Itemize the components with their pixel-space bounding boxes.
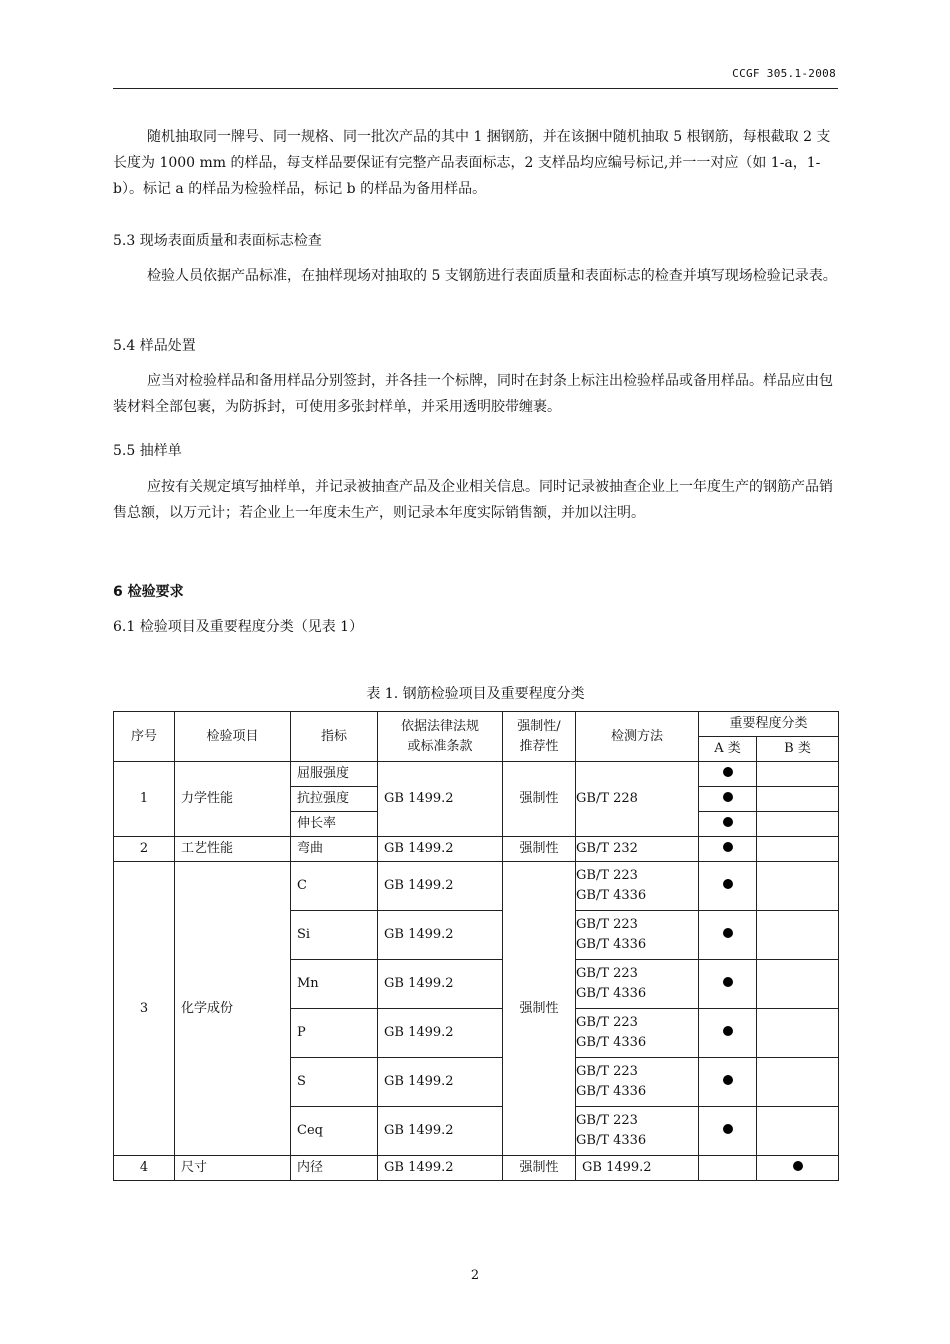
- class-b-cell: [757, 1107, 839, 1156]
- class-b-cell: [757, 911, 839, 960]
- filled-dot-icon: [723, 879, 733, 889]
- basis-cell: GB 1499.2: [378, 837, 503, 862]
- method-cell: [576, 1107, 699, 1156]
- header-mandatory: [503, 712, 576, 762]
- item-cell: 尺寸: [175, 1156, 291, 1181]
- filled-dot-icon: [723, 928, 733, 938]
- class-a-cell: [699, 762, 757, 787]
- mandatory-cell: 强制性: [503, 862, 576, 1156]
- mandatory-cell: 强制性: [503, 837, 576, 862]
- filled-dot-icon: [723, 1124, 733, 1134]
- class-b-cell: [757, 787, 839, 812]
- method-cell: [576, 911, 699, 960]
- class-b-cell: [757, 837, 839, 862]
- class-a-cell: [699, 787, 757, 812]
- table-row: [114, 862, 839, 911]
- basis-cell: GB 1499.2: [378, 911, 503, 960]
- method-line: GB/T 223: [576, 1113, 638, 1128]
- class-b-cell: [757, 1009, 839, 1058]
- paragraph-5-3: 检验人员依据产品标准，在抽样现场对抽取的 5 支钢筋进行表面质量和表面标志的检查并填写现场检验记录表。: [147, 268, 837, 284]
- method-cell: GB 1499.2: [576, 1156, 699, 1181]
- table-row: [114, 1156, 839, 1181]
- header-row: [114, 712, 839, 737]
- header-basis-line1: 依据法律法规: [400, 718, 479, 734]
- method-line: GB/T 4336: [576, 1133, 647, 1148]
- mandatory-cell: 强制性: [503, 1156, 576, 1181]
- class-b-cell: [757, 1156, 839, 1181]
- header-item: 检验项目: [175, 712, 291, 762]
- class-a-cell: [699, 1009, 757, 1058]
- method-cell: GB/T 228: [576, 762, 699, 837]
- basis-cell: GB 1499.2: [378, 862, 503, 911]
- header-importance: 重要程度分类: [699, 712, 839, 737]
- filled-dot-icon: [793, 1161, 803, 1171]
- header-mandatory-line1: 强制性/: [517, 718, 561, 734]
- page-number: 2: [470, 1268, 480, 1283]
- class-b-cell: [757, 1058, 839, 1107]
- method-cell: [576, 960, 699, 1009]
- indicator-cell: Si: [291, 911, 378, 960]
- filled-dot-icon: [723, 1026, 733, 1036]
- indicator-cell: 抗拉强度: [291, 787, 378, 812]
- method-line: GB/T 223: [576, 966, 638, 981]
- header-class-a: A 类: [699, 737, 757, 762]
- basis-cell: GB 1499.2: [378, 960, 503, 1009]
- table-row: [114, 762, 839, 787]
- header-method: 检测方法: [576, 712, 699, 762]
- method-cell: [576, 862, 699, 911]
- class-a-cell: [699, 812, 757, 837]
- class-a-cell: [699, 1107, 757, 1156]
- method-cell: GB/T 232: [576, 837, 699, 862]
- header-basis: [378, 712, 503, 762]
- heading-5-3: 5.3 现场表面质量和表面标志检查: [113, 233, 322, 249]
- class-a-cell: [699, 837, 757, 862]
- header-mandatory-line2: 推荐性: [519, 738, 559, 754]
- method-line: GB/T 4336: [576, 986, 647, 1001]
- header-indicator: 指标: [291, 712, 378, 762]
- heading-6-1: 6.1 检验项目及重要程度分类（见表 1）: [113, 619, 364, 635]
- basis-cell: GB 1499.2: [378, 762, 503, 837]
- method-line: GB/T 4336: [576, 937, 647, 952]
- filled-dot-icon: [723, 1075, 733, 1085]
- basis-cell: GB 1499.2: [378, 1058, 503, 1107]
- class-a-cell: [699, 960, 757, 1009]
- class-a-cell: [699, 911, 757, 960]
- indicator-cell: 屈服强度: [291, 762, 378, 787]
- item-cell: 工艺性能: [175, 837, 291, 862]
- indicator-cell: 内径: [291, 1156, 378, 1181]
- method-line: GB/T 4336: [576, 1084, 647, 1099]
- method-cell: [576, 1058, 699, 1107]
- method-cell: [576, 1009, 699, 1058]
- paragraph-5-4: 应当对检验样品和备用样品分别签封，并各挂一个标牌，同时在封条上标注出检验样品或备用样品。样品应由包装材料全部包裹，为防拆封，可使用多张封样单，并采用透明胶带缠裹。: [113, 373, 833, 415]
- inspection-table: [113, 711, 839, 1181]
- filled-dot-icon: [723, 792, 733, 802]
- method-line: GB/T 223: [576, 917, 638, 932]
- indicator-cell: C: [291, 862, 378, 911]
- indicator-cell: 伸长率: [291, 812, 378, 837]
- standard-code: CCGF 305.1-2008: [732, 67, 836, 80]
- item-cell: 力学性能: [175, 762, 291, 837]
- paragraph-5-5: 应按有关规定填写抽样单，并记录被抽查产品及企业相关信息。同时记录被抽查企业上一年度生产的钢筋产品销售总额，以万元计；若企业上一年度未生产，则记录本年度实际销售额，并加以注明。: [113, 479, 833, 521]
- method-line: GB/T 223: [576, 868, 638, 883]
- heading-6: 6 检验要求: [113, 584, 184, 600]
- method-line: GB/T 4336: [576, 1035, 647, 1050]
- class-a-cell: [699, 1156, 757, 1181]
- method-line: GB/T 223: [576, 1064, 638, 1079]
- indicator-cell: S: [291, 1058, 378, 1107]
- class-a-cell: [699, 862, 757, 911]
- indicator-cell: 弯曲: [291, 837, 378, 862]
- seq-cell: 3: [114, 862, 175, 1156]
- mandatory-cell: 强制性: [503, 762, 576, 837]
- table-row: [114, 837, 839, 862]
- basis-cell: GB 1499.2: [378, 1009, 503, 1058]
- class-b-cell: [757, 862, 839, 911]
- heading-5-4: 5.4 样品处置: [113, 338, 196, 354]
- class-a-cell: [699, 1058, 757, 1107]
- class-b-cell: [757, 812, 839, 837]
- item-cell: 化学成份: [175, 862, 291, 1156]
- indicator-cell: Mn: [291, 960, 378, 1009]
- header-class-b: B 类: [757, 737, 839, 762]
- filled-dot-icon: [723, 767, 733, 777]
- indicator-cell: Ceq: [291, 1107, 378, 1156]
- header-basis-line2: 或标准条款: [407, 738, 473, 754]
- method-line: GB/T 4336: [576, 888, 647, 903]
- indicator-cell: P: [291, 1009, 378, 1058]
- page-header: [113, 64, 838, 89]
- seq-cell: 4: [114, 1156, 175, 1181]
- header-seq: 序号: [114, 712, 175, 762]
- basis-cell: GB 1499.2: [378, 1107, 503, 1156]
- filled-dot-icon: [723, 842, 733, 852]
- filled-dot-icon: [723, 977, 733, 987]
- seq-cell: 1: [114, 762, 175, 837]
- paragraph-sampling: 随机抽取同一牌号、同一规格、同一批次产品的其中 1 捆钢筋，并在该捆中随机抽取 5 根钢筋，每根截取 2 支长度为 1000 mm 的样品，每支样品要保证有完整产品表面标志，2 支样品均应编号标记,并一一对应（如 1-a，1-b）。标记 a 的样品为检验样品，标记 b 的样品为备用样品。: [113, 129, 831, 197]
- method-line: GB/T 223: [576, 1015, 638, 1030]
- table-caption: 表 1. 钢筋检验项目及重要程度分类: [366, 686, 585, 702]
- heading-5-5: 5.5 抽样单: [113, 443, 182, 459]
- class-b-cell: [757, 762, 839, 787]
- basis-cell: GB 1499.2: [378, 1156, 503, 1181]
- filled-dot-icon: [723, 817, 733, 827]
- class-b-cell: [757, 960, 839, 1009]
- seq-cell: 2: [114, 837, 175, 862]
